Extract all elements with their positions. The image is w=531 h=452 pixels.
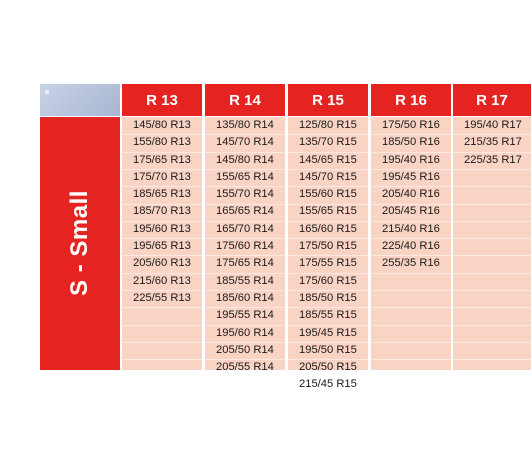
size-cell: 205/50 R14 xyxy=(216,343,274,356)
size-cell: 145/80 R13 xyxy=(133,119,191,131)
row-separator xyxy=(453,307,531,308)
size-cell: 175/60 R15 xyxy=(299,274,357,287)
size-cell: 155/65 R14 xyxy=(216,170,274,183)
row-separator xyxy=(371,359,451,360)
size-cell: 155/60 R15 xyxy=(299,188,357,201)
row-separator xyxy=(371,273,451,274)
column-header: R 14 xyxy=(205,84,285,116)
size-cell: 195/50 R15 xyxy=(299,343,357,356)
size-cell: 175/65 R13 xyxy=(133,153,191,166)
size-cell: 185/60 R14 xyxy=(216,291,274,304)
size-cell: 195/60 R14 xyxy=(216,326,274,339)
size-cell: 125/80 R15 xyxy=(299,119,357,131)
size-cell: 185/50 R16 xyxy=(382,136,440,149)
size-column xyxy=(288,117,368,394)
category-side-bar xyxy=(40,117,120,370)
column-header: R 17 xyxy=(453,84,531,116)
size-column xyxy=(371,117,451,273)
row-separator xyxy=(453,255,531,256)
size-cell: 145/80 R14 xyxy=(216,153,274,166)
size-cell: 225/35 R17 xyxy=(464,153,522,166)
size-cell: 185/65 R13 xyxy=(133,188,191,201)
size-cell: 205/45 R16 xyxy=(382,205,440,218)
category-label: S - Small xyxy=(66,190,93,296)
row-separator xyxy=(371,325,451,326)
size-cell: 215/60 R13 xyxy=(133,274,191,287)
size-cell: 195/40 R17 xyxy=(464,119,522,131)
size-cell: 215/40 R16 xyxy=(382,222,440,235)
size-cell: 135/70 R15 xyxy=(299,136,357,149)
size-cell: 205/40 R16 xyxy=(382,188,440,201)
row-separator xyxy=(122,342,202,343)
size-cell: 165/70 R14 xyxy=(216,222,274,235)
size-cell: 175/65 R14 xyxy=(216,257,274,270)
row-separator xyxy=(122,307,202,308)
row-separator xyxy=(371,342,451,343)
size-cell: 185/50 R15 xyxy=(299,291,357,304)
column-header: R 16 xyxy=(371,84,451,116)
size-cell: 155/65 R15 xyxy=(299,205,357,218)
size-column xyxy=(453,117,531,169)
column-header: R 13 xyxy=(122,84,202,116)
row-separator xyxy=(453,342,531,343)
size-cell: 145/65 R15 xyxy=(299,153,357,166)
size-cell: 175/50 R15 xyxy=(299,240,357,253)
size-cell: 175/60 R14 xyxy=(216,240,274,253)
row-separator xyxy=(453,186,531,187)
row-separator xyxy=(453,359,531,360)
row-separator xyxy=(453,238,531,239)
table-corner xyxy=(40,84,120,116)
size-cell: 165/65 R14 xyxy=(216,205,274,218)
size-cell: 195/60 R13 xyxy=(133,222,191,235)
size-cell: 215/35 R17 xyxy=(464,136,522,149)
size-cell: 175/55 R15 xyxy=(299,257,357,270)
size-cell: 225/55 R13 xyxy=(133,291,191,304)
size-cell: 175/70 R13 xyxy=(133,170,191,183)
size-cell: 195/55 R14 xyxy=(216,309,274,322)
size-cell: 185/55 R15 xyxy=(299,309,357,322)
size-cell: 205/60 R13 xyxy=(133,257,191,270)
row-separator xyxy=(453,325,531,326)
size-cell: 145/70 R14 xyxy=(216,136,274,149)
size-cell: 225/40 R16 xyxy=(382,240,440,253)
size-cell: 195/40 R16 xyxy=(382,153,440,166)
size-cell: 135/80 R14 xyxy=(216,119,274,131)
size-cell: 155/80 R13 xyxy=(133,136,191,149)
size-cell: 145/70 R15 xyxy=(299,170,357,183)
size-cell: 195/45 R16 xyxy=(382,170,440,183)
size-cell: 155/70 R14 xyxy=(216,188,274,201)
size-cell: 195/45 R15 xyxy=(299,326,357,339)
row-separator xyxy=(453,204,531,205)
row-separator xyxy=(453,273,531,274)
row-separator xyxy=(122,359,202,360)
row-separator xyxy=(371,307,451,308)
size-cell: 165/60 R15 xyxy=(299,222,357,235)
corner-mark-icon xyxy=(45,90,49,94)
size-column xyxy=(122,117,202,307)
size-cell: 255/35 R16 xyxy=(382,257,440,270)
row-separator xyxy=(453,221,531,222)
size-cell: 185/70 R13 xyxy=(133,205,191,218)
size-column xyxy=(205,117,285,376)
row-separator xyxy=(453,290,531,291)
size-cell: 205/55 R14 xyxy=(216,361,274,374)
size-cell: 215/45 R15 xyxy=(299,378,357,391)
row-separator xyxy=(122,325,202,326)
size-cell: 195/65 R13 xyxy=(133,240,191,253)
row-separator xyxy=(371,290,451,291)
size-cell: 185/55 R14 xyxy=(216,274,274,287)
size-cell: 205/50 R15 xyxy=(299,361,357,374)
tire-size-table xyxy=(40,84,522,391)
column-header: R 15 xyxy=(288,84,368,116)
row-separator xyxy=(453,169,531,170)
size-cell: 175/50 R16 xyxy=(382,119,440,131)
